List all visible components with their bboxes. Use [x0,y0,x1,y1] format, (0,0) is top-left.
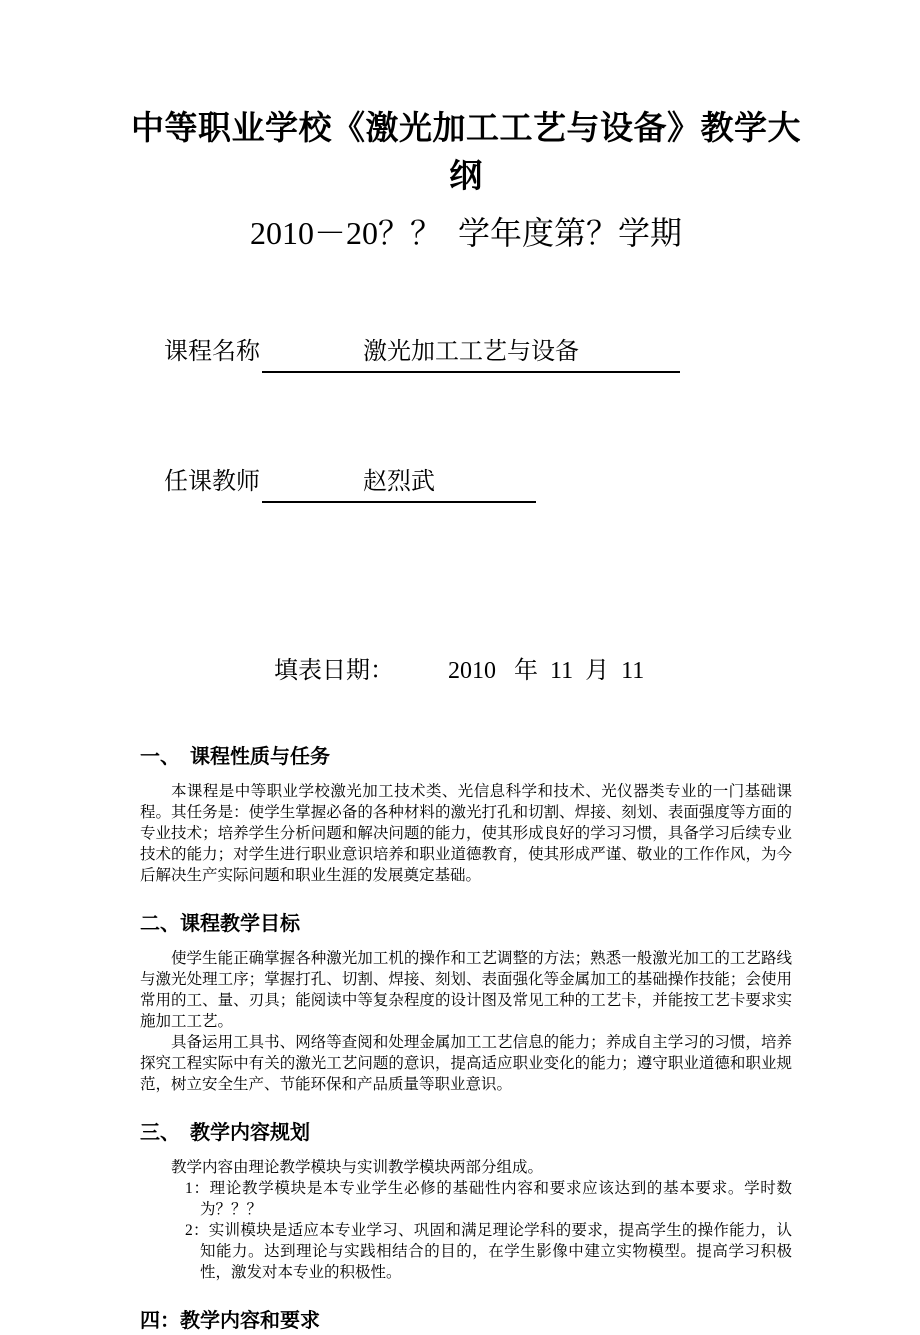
document-subtitle: 2010－20？？ 学年度第？学期 [249,215,682,252]
section-paragraph: 教学内容由理论教学模块与实训教学模块两部分组成。 [171,1158,544,1176]
form-date-value: 2010 年 11 月 11 [448,657,645,684]
teacher-value: 赵烈武 [262,465,536,503]
document-title: 中等职业学校《激光加工工艺与设备》教学大纲 [131,111,801,195]
form-date-label: 填表日期： [274,657,394,684]
teacher-label: 任课教师 [164,468,260,495]
section-heading: 三、 教学内容规划 [140,1121,310,1144]
section-teaching-goals [140,910,792,1095]
form-date-line [250,623,792,719]
section-heading: 四：教学内容和要求 [140,1309,320,1332]
numbered-item: 2：实训模块是适应本专业学习、巩固和满足理论学科的要求，提高学生的操作能力，认知能力。达到理论与实践相结合的目的，在学生影像中建立实物模型。提高学习积极性，激发对本专业的积极性。 [185,1221,792,1281]
course-name-label: 课程名称 [164,338,260,365]
section-heading: 二、课程教学目标 [140,912,300,935]
section-paragraph: 具备运用工具书、网络等查阅和处理金属加工工艺信息的能力；养成自主学习的习惯，培养探究工程实际中有关的激光工艺问题的意识，提高适应职业变化的能力；遵守职业道德和职业规范，树立安全生产、节能环保和产品质量等职业意识。 [140,1033,792,1093]
section-content-planning [140,1119,792,1283]
teacher-line [140,431,792,537]
section-course-nature [140,743,792,886]
section-paragraph: 本课程是中等职业学校激光加工技术类、光信息科学和技术、光仪器类专业的一门基础课程。其任务是：使学生掌握必备的各种材料的激光打孔和切割、焊接、刻划、表面强度等方面的专业技术；培养学生分析问题和解决问题的能力，使其形成良好的学习习惯，具备学习后续专业技术的能力；对学生进行职业意识培养和职业道德教育，使其形成严谨、敬业的工作作风，为今后解决生产实际问题和职业生涯的发展奠定基础。 [140,782,792,884]
course-name-line [140,301,792,407]
section-paragraph: 使学生能正确掌握各种激光加工机的操作和工艺调整的方法；熟悉一般激光加工的工艺路线与激光处理工序；掌握打孔、切割、焊接、刻划、表面强化等金属加工的基础操作技能；会使用常用的工、量、刃具；能阅读中等复杂程度的设计图及常见工种的工艺卡，并能按工艺卡要求实施加工工艺。 [140,949,792,1030]
section-content-requirements [140,1307,792,1335]
numbered-item: 1：理论教学模块是本专业学生必修的基础性内容和要求应该达到的基本要求。学时数为？？？ [185,1179,792,1218]
course-name-value: 激光加工工艺与设备 [262,335,680,373]
section-heading: 一、 课程性质与任务 [140,745,330,768]
